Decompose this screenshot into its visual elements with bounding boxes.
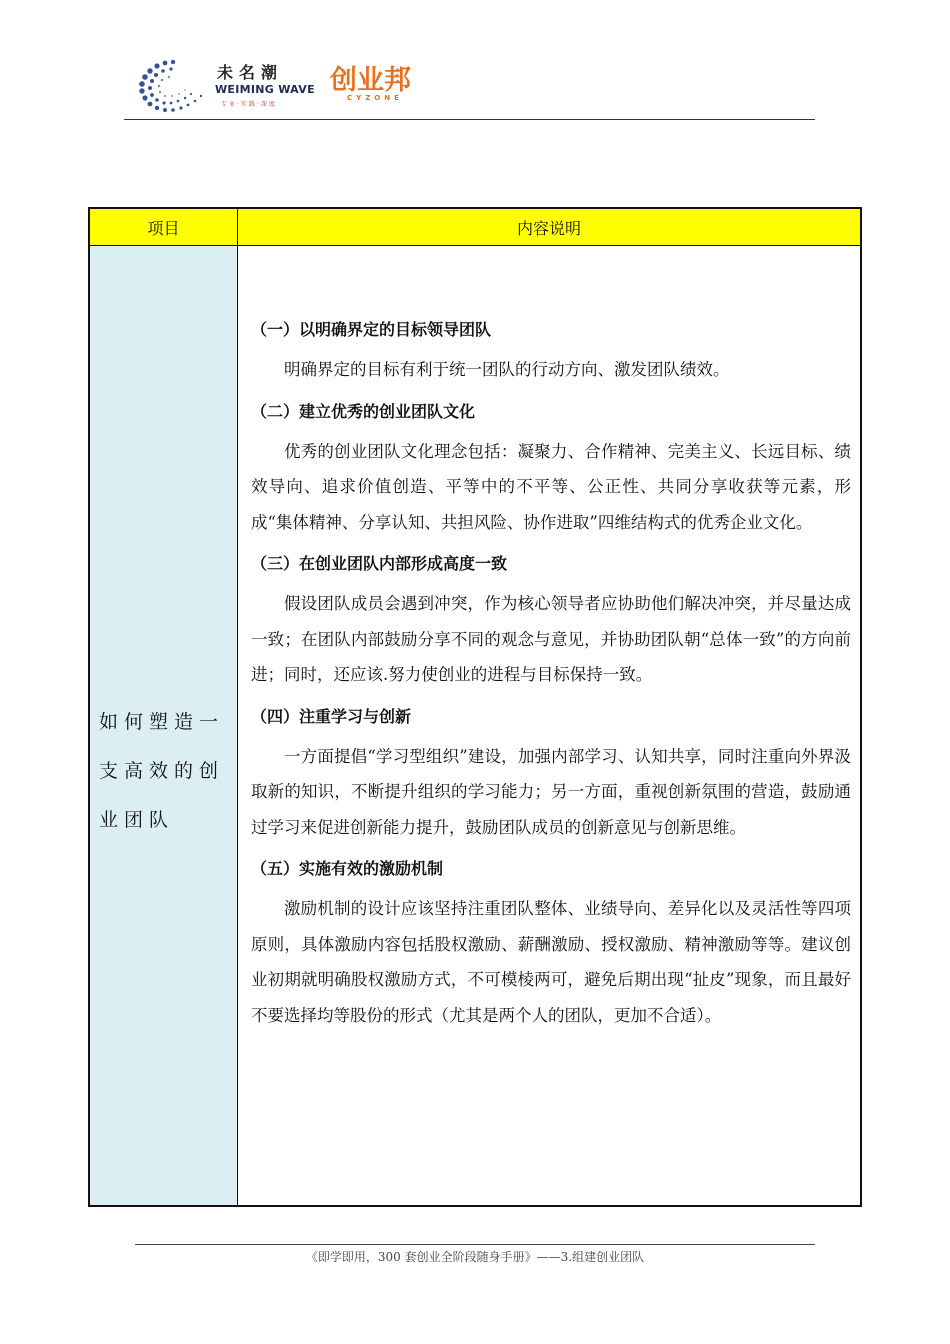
logo-slogan: 专业·实践·深度 [221, 101, 277, 108]
section-heading: （四）注重学习与创新 [251, 706, 412, 726]
section-text: 一方面提倡“学习型组织”建设，加强内部学习、认知共享，同时注重向外界汲取新的知识，不断提升组织的学习能力；另一方面，重视创新氛围的营造，鼓励通过学习来促进创新能力提升，鼓励团队成员的创新意见与创新思维。 [251, 746, 851, 837]
table-header-content: 内容说明 [238, 209, 860, 246]
section-heading: （二）建立优秀的创业团队文化 [251, 401, 476, 421]
cyzone-brand-sub: CYZONE [347, 94, 403, 102]
content-cell [238, 246, 860, 1205]
logo-english-name: WEIMING WAVE [215, 83, 315, 96]
section-text: 优秀的创业团队文化理念包括：凝聚力、合作精神、完美主义、长远目标、绩效导向、追求价值创造、平等中的不平等、公正性、共同分享收获等元素，形成“集体精神、分享认知、共担风险、协作进取”四维结构式的优秀企业文化。 [251, 441, 851, 532]
section-heading: （三）在创业团队内部形成高度一致 [251, 554, 508, 573]
footer-divider [135, 1244, 815, 1245]
content-body [251, 318, 851, 1045]
content-table [88, 207, 862, 1207]
section-text: 假设团队成员会遇到冲突，作为核心领导者应协助他们解决冲突，并尽量达成一致；在团队内部鼓励分享不同的观念与意见，并协助团队朝“总体一致”的方向前进；同时，还应该.努力使创业的进程与目标保持一致。 [251, 594, 851, 684]
cyzone-brand-logo: 创业邦 [330, 65, 411, 96]
logo-chinese-name: 未名潮 [217, 63, 284, 82]
weiming-wave-logo-icon [133, 56, 215, 114]
section-text: 激励机制的设计应该坚持注重团队整体、业绩导向、差异化以及灵活性等四项原则，具体激励内容包括股权激励、薪酬激励、授权激励、精神激励等等。建议创业初期就明确股权激励方式，不可模棱两可，避免后期出现“扯皮”现象，而且最好不要选择均等股份的形式（尤其是两个人的团队，更加不合适）。 [251, 899, 851, 1025]
section-text: 明确界定的目标有利于统一团队的行动方向、激发团队绩效。 [284, 360, 730, 379]
page-header [125, 52, 815, 120]
table-header-item: 项目 [90, 209, 238, 246]
page-footer: 《即学即用，300 套创业全阶段随身手册》——3.组建创业团队 [305, 1250, 645, 1264]
header-divider [124, 119, 815, 120]
section-heading: （五）实施有效的激励机制 [251, 859, 444, 878]
item-cell [90, 246, 238, 1205]
item-title: 如何塑造一支高效的创业团队 [99, 711, 225, 831]
section-heading: （一）以明确界定的目标领导团队 [251, 320, 492, 339]
